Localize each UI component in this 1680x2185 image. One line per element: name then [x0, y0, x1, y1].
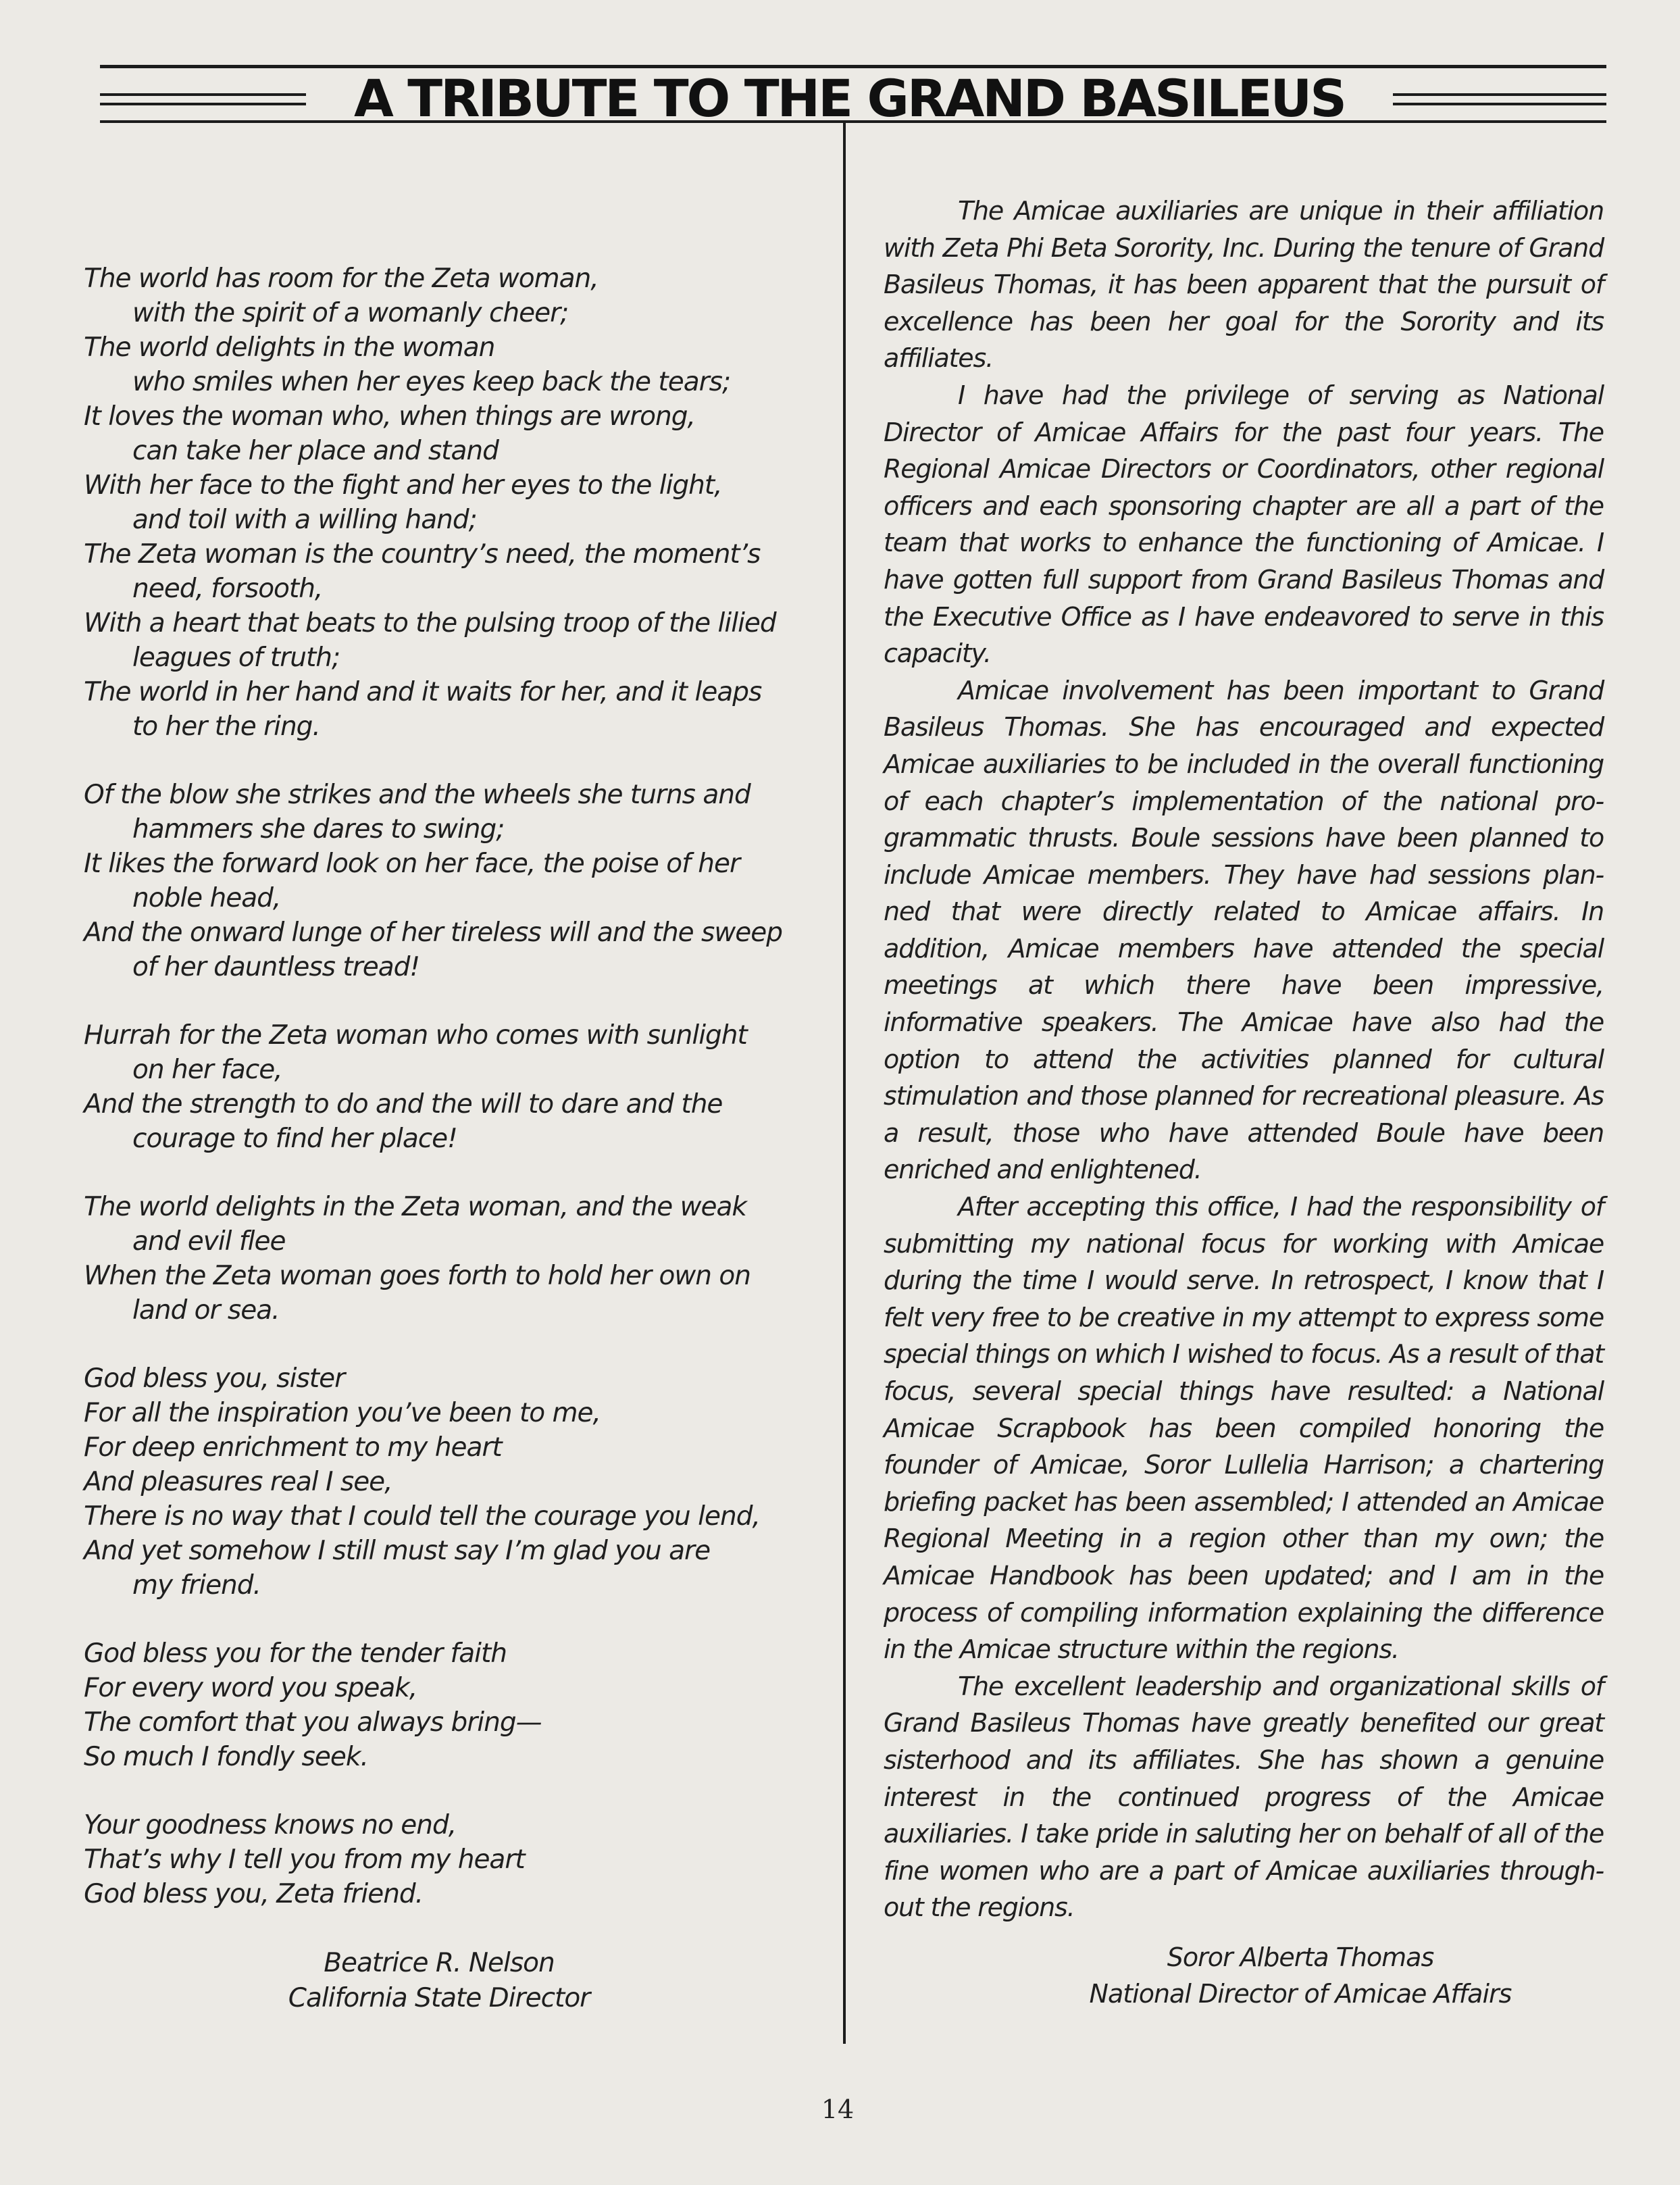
poem-line: And the onward lunge of her tireless will and the sweep — [84, 918, 783, 948]
poem-line: The comfort that you always bring— — [84, 1707, 542, 1738]
header-left-rule — [100, 93, 306, 96]
poem-line: That’s why I tell you from my heart — [84, 1844, 525, 1875]
article-author-title: National Director of Amicae Affairs — [1089, 1979, 1512, 2009]
stanza-break — [84, 1603, 820, 1636]
header-right-rule — [1393, 93, 1606, 96]
poem-line: and evil flee — [132, 1226, 286, 1257]
poem-line: And yet somehow I still must say I’m glad you are — [84, 1536, 711, 1566]
poem-line: hammers she dares to swing; — [132, 814, 505, 845]
stanza-break — [84, 1774, 820, 1808]
article-paragraph: The Amicae auxiliaries are unique in their affiliation with Zeta Phi Beta Sorority, Inc. During the tenure of Grand Basileus Thomas, it has been apparent that the pursuit of excellence has been her goal for the Sorority and its affiliates. — [884, 196, 1604, 374]
article-paragraph: Amicae involvement has been important to Grand Basileus Thomas. She has encouraged and expected Amicae auxiliaries to be included in the overall functioning of each chapter’s implementation of the national pro-grammatic thrusts. Boule sessions have been planned to include Amicae members. They have had sessions plan-ned that were directly related to Amicae affairs. In addition, Amicae members have attended the special meetings at which there have been impressive, informative speakers. The Amicae have also had the option to attend the activities planned for cultural stimulation and those planned for recreational pleasure. As a result, those who have attended Boule have been enriched and enlightened. — [884, 675, 1604, 1185]
poem-line: leagues of truth; — [132, 643, 340, 673]
poem-signature — [203, 1946, 676, 2016]
poem-line: So much I fondly seek. — [84, 1742, 368, 1772]
poem-line: and toil with a willing hand; — [132, 505, 477, 535]
stanza-break — [84, 1328, 820, 1361]
poem-line: Of the blow she strikes and the wheels she turns and — [84, 780, 750, 810]
poem-line: to her the ring. — [132, 711, 320, 742]
page-number: 14 — [821, 2094, 855, 2124]
poem-line: The world delights in the Zeta woman, and the weak — [84, 1192, 746, 1222]
article-paragraph: I have had the privilege of serving as National Director of Amicae Affairs for the past four years. The Regional Amicae Directors or Coordinators, other regional officers and each sponsoring chapter are all a part of the team that works to enhance the functioning of Amicae. I have gotten full support from Grand Basileus Thomas and the Executive Office as I have endeavored to serve in this capacity. — [884, 380, 1604, 669]
poem-line: With a heart that beats to the pulsing troop of the lilied — [84, 608, 776, 638]
poem-author-name: Beatrice R. Nelson — [324, 1948, 555, 1978]
poem-line: God bless you, sister — [84, 1363, 345, 1394]
article-signature — [946, 1939, 1655, 2012]
poem-line: need, forsooth, — [132, 574, 323, 604]
poem-line: With her face to the fight and her eyes to the light, — [84, 470, 722, 501]
poem-line: The Zeta woman is the country’s need, the moment’s — [84, 539, 761, 570]
poem-line: There is no way that I could tell the courage you lend, — [84, 1501, 760, 1532]
poem-line: The world in her hand and it waits for her, and it leaps — [84, 677, 762, 707]
article-column — [884, 193, 1604, 1926]
article-paragraph: After accepting this office, I had the responsibility of submitting my national focus for working with Amicae during the time I would serve. In retrospect, I know that I felt very free to be creative in my attempt to express some special things on which I wished to focus. As a result of that focus, several special things have resulted: a National Amicae Scrapbook has been compiled honoring the founder of Amicae, Soror Lullelia Harrison; a chartering briefing packet has been assembled; I attended an Amicae Regional Meeting in a region other than my own; the Amicae Handbook has been updated; and I am in the process of compiling information explaining the difference in the Amicae structure within the regions. — [884, 1192, 1604, 1665]
header-bottom-rule — [100, 120, 1606, 123]
poem-line: The world has room for the Zeta woman, — [84, 263, 599, 294]
header-right-rule-lower — [1393, 103, 1606, 105]
poem-line: who smiles when her eyes keep back the tears; — [132, 367, 731, 397]
poem-line: can take her place and stand — [132, 436, 499, 466]
poem-line: It likes the forward look on her face, the poise of her — [84, 849, 740, 879]
poem-line: And the strength to do and the will to dare and the — [84, 1089, 723, 1120]
stanza-break — [84, 984, 820, 1018]
poem-line: When the Zeta woman goes forth to hold her own on — [84, 1261, 750, 1291]
poem-line: Your goodness knows no end, — [84, 1810, 457, 1840]
page-title: A TRIBUTE TO THE GRAND BASILEUS — [354, 68, 1345, 128]
poem-line: For all the inspiration you’ve been to me, — [84, 1398, 601, 1428]
column-divider — [843, 122, 846, 2044]
poem-line: courage to find her place! — [132, 1124, 457, 1154]
poem-line: And pleasures real I see, — [84, 1467, 392, 1497]
poem-line: For deep enrichment to my heart — [84, 1432, 502, 1463]
poem-line: land or sea. — [132, 1295, 280, 1326]
poem-column — [84, 261, 820, 1911]
article-author-name: Soror Alberta Thomas — [1167, 1942, 1434, 1972]
poem-line: For every word you speak, — [84, 1673, 417, 1703]
header-left-rule-lower — [100, 103, 306, 105]
poem-author-title: California State Director — [288, 1983, 590, 2013]
poem-line: God bless you, Zeta friend. — [84, 1879, 424, 1909]
poem-line: with the spirit of a womanly cheer; — [132, 298, 569, 328]
poem-line: Hurrah for the Zeta woman who comes with sunlight — [84, 1020, 747, 1051]
poem-line: of her dauntless tread! — [132, 952, 419, 982]
poem-line: It loves the woman who, when things are wrong, — [84, 401, 695, 432]
stanza-break — [84, 744, 820, 778]
article-paragraph: The excellent leadership and organizational skills of Grand Basileus Thomas have greatly benefited our great sisterhood and its affiliates. She has shown a genuine interest in the continued progress of the Amicae auxiliaries. I take pride in saluting her on behalf of all of the fine women who are a part of Amicae auxiliaries through-out the regions. — [884, 1671, 1604, 1923]
poem-line: noble head, — [132, 883, 281, 913]
poem-line: my friend. — [132, 1570, 261, 1601]
poem-line: The world delights in the woman — [84, 332, 495, 363]
poem-line: God bless you for the tender faith — [84, 1638, 507, 1669]
poem-line: on her face, — [132, 1055, 282, 1085]
stanza-break — [84, 1156, 820, 1190]
